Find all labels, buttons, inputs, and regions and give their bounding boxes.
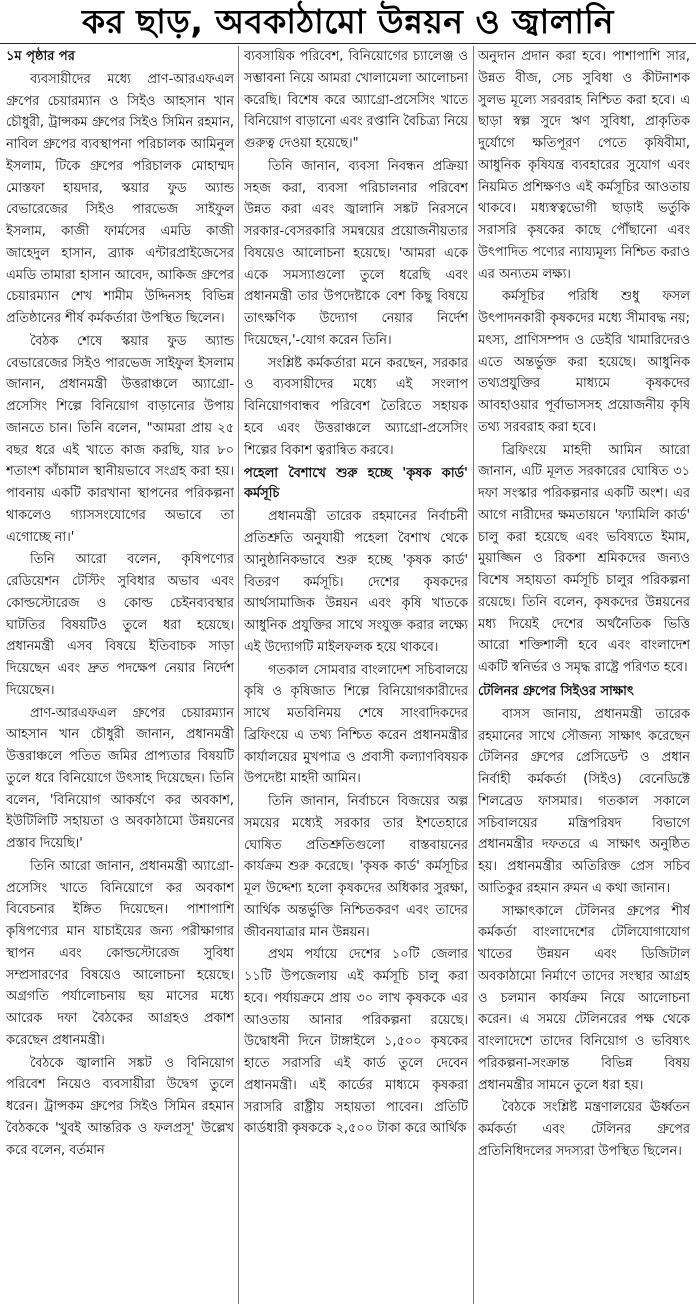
paragraph: বৈঠকে সংশ্লিষ্ট মন্ত্রণালয়ের ঊর্ধ্বতন কর্মকর্তা এবং টেলিনর গ্রুপের প্রতিনিধিদলের সদস্যরা উপস্থিত ছিলেন।	[478, 1100, 690, 1159]
column-divider	[473, 46, 474, 1304]
paragraph: প্রধানমন্ত্রী তারেক রহমানের নির্বাচনী প্রতিশ্রুতি অনুযায়ী পহেলা বৈশাখ থেকে আনুষ্ঠানিকভাবে শুরু হচ্ছে 'কৃষক কার্ড' বিতরণ কর্মসূচি। দেশের কৃষকদের আর্থসামাজিক উন্নয়ন এবং কৃষি খাতকে আধুনিক প্রযুক্তির সাথে সংযুক্ত করার লক্ষ্যে এই উদ্যোগটি মাইলফলক হয়ে থাকবে।	[244, 509, 468, 655]
jump-label: ১ম পৃষ্ঠার পর	[6, 49, 75, 64]
article-column-1	[6, 46, 234, 1304]
column-divider	[238, 46, 239, 1304]
headline: কর ছাড়, অবকাঠামো উন্নয়ন ও জ্বালানি	[81, 2, 615, 41]
paragraph: তিনি আরো বলেন, কৃষিপণ্যের রেডিয়েশন টেস্টিং সুবিধার অভাব এবং কোল্ডস্টোরেজ ও কোল্ড চেইনব্যবস্থার ঘাটতির বিষয়টিও তুলে ধরা হয়েছে। প্রধানমন্ত্রী এসব বিষয়ে ইতিবাচক সাড়া দিয়েছেন এবং দ্রুত পদক্ষেপ নেয়ার নির্দেশ দিয়েছেন।	[6, 552, 234, 698]
paragraph: বৈঠক শেষে স্কয়ার ফুড অ্যান্ড বেভারেজের সিইও পারভেজ সাইফুল ইসলাম জানান, প্রধানমন্ত্রী উত্তরাঞ্চলে অ্যাগ্রো-প্রসেসিং শিল্পে বিনিয়োগ বাড়ানোর উপায় জানতে চান। তিনি বলেন, "আমরা প্রায় ২৫ বছর ধরে এই খাতে কাজ করছি, যার ৮০ শতাংশ কাঁচামাল স্থানীয়ভাবে সংগ্রহ করা হয়। পাবনায় একটি কারখানা স্থাপনের পরিকল্পনা থাকলেও গ্যাসসংযোগের অভাবে তা এগোচ্ছে না।'	[6, 333, 234, 545]
paragraph: সাক্ষাৎকালে টেলিনর গ্রুপের শীর্ষ কর্মকর্তা বাংলাদেশের টেলিযোগাযোগ খাতের উন্নয়ন এবং ডিজিটাল অবকাঠামো নির্মাণে তাদের সংস্থার আগ্রহ ও চলমান কার্যক্রম নিয়ে আলোচনা করেন। এ সময়ে টেলিনরের পক্ষ থেকে বাংলাদেশে তাদের বিনিয়োগ ও ভবিষ্যৎ পরিকল্পনা-সংক্রান্ত বিভিন্ন বিষয় প্রধানমন্ত্রীর সামনে তুলে ধরা হয়।	[478, 903, 690, 1093]
paragraph: ব্রিফিংয়ে মাহদী আমিন আরো জানান, এটি মূলত সরকারের ঘোষিত ৩১ দফা সংস্কার পরিকল্পনার একটি অংশ। এর আগে নারীদের ক্ষমতায়নে 'ফ্যামিলি কার্ড' চালু করা হয়েছে এবং ভবিষ্যতে ইমাম, মুয়াজ্জিন ও রিকশা শ্রমিকদের জন্যও বিশেষ সহায়তা কর্মসূচি চালুর পরিকল্পনা রয়েছে। তিনি বলেন, কৃষকদের উন্নয়নের মধ্য দিয়েই দেশের অর্থনৈতিক ভিত্তি আরো শক্তিশালী হবে এবং বাংলাদেশ একটি স্বনির্ভর ও সমৃদ্ধ রাষ্ট্রে পরিণত হবে।	[478, 442, 690, 675]
headline-rule	[0, 43, 696, 44]
paragraph: তিনি আরো জানান, প্রধানমন্ত্রী অ্যাগ্রো-প্রসেসিং খাতে বিনিয়োগে কর অবকাশ বিবেচনার ইঙ্গিত দিয়েছেন। পাশাপাশি কৃষিপণ্যের মান যাচাইয়ের জন্য পরীক্ষাগার স্থাপন এবং কোল্ডস্টোরেজ সুবিধা সম্প্রসারণের বিষয়েও আলোচনা হয়েছে। অগ্রগতি পর্যালোচনায় ছয় মাসের মধ্যে আরেক দফা বৈঠকের আগ্রহও প্রকাশ করেছেন প্রধানমন্ত্রী।	[6, 858, 234, 1048]
paragraph: বাসস জানায়, প্রধানমন্ত্রী তারেক রহমানের সাথে সৌজন্য সাক্ষাৎ করেছেন টেলিনর গ্রুপের প্রেসিডেন্ট ও প্রধান নির্বাহী কর্মকর্তা (সিইও) বেনেডিক্টে শিলব্রেড ফাসমার। গতকাল সকালে সচিবালয়ের মন্ত্রিপরিষদ বিভাগে প্রধানমন্ত্রীর দফতরে এ সাক্ষাৎ অনুষ্ঠিত হয়। প্রধানমন্ত্রীর অতিরিক্ত প্রেস সচিব আতিকুর রহমান রুমন এ কথা জানান।	[478, 706, 690, 896]
paragraph: গতকাল সোমবার বাংলাদেশ সচিবালয়ে কৃষি ও কৃষিজাত শিল্পে বিনিয়োগকারীদের সাথে মতবিনিময় শেষে সাংবাদিকদের ব্রিফিংয়ে এ তথ্য নিশ্চিত করেন প্রধানমন্ত্রীর কার্যালয়ের মুখপাত্র ও প্রবাসী কল্যাণবিষয়ক উপদেষ্টা মাহদী আমিন।	[244, 662, 468, 787]
article-column-2	[244, 46, 468, 1304]
paragraph: ব্যবসায়িক পরিবেশ, বিনিয়োগের চ্যালেঞ্জ ও সম্ভাবনা নিয়ে আমরা খোলামেলা আলোচনা করেছি। বিশেষ করে অ্যাগ্রো-প্রসেসিং খাতে বিনিয়োগ বাড়ানো এবং রপ্তানি বৈচিত্র্য নিয়ে গুরুত্ব দেওয়া হয়েছে।"	[244, 49, 468, 151]
article-column-3	[478, 46, 690, 1304]
paragraph: প্রথম পর্যায়ে দেশের ১০টি জেলার ১১টি উপজেলায় এই কর্মসূচি চালু করা হবে। পর্যায়ক্রমে প্রায় ৩০ লাখ কৃষককে এর আওতায় আনার পরিকল্পনা রয়েছে। উদ্বোধনী দিনে টাঙ্গাইলে ১,৫০০ কৃষকের হাতে সরাসরি এই কার্ড তুলে দেবেন প্রধানমন্ত্রী। এই কার্ডের মাধ্যমে কৃষকরা সরাসরি রাষ্ট্রীয় সহায়তা পাবেন। প্রতিটি কার্ডধারী কৃষককে ২,৫০০ টাকা করে আর্থিক	[244, 947, 468, 1137]
paragraph: অনুদান প্রদান করা হবে। পাশাপাশি সার, উন্নত বীজ, সেচ সুবিধা ও কীটনাশক সুলভ মূল্যে সরবরাহ নিশ্চিত করা হবে। এ ছাড়া স্বল্প সুদে ঋণ সুবিধা, প্রাকৃতিক দুর্যোগে ক্ষতিপূরণ পেতে কৃষিবীমা, আধুনিক কৃষিযন্ত্র ব্যবহারের সুযোগ এবং নিয়মিত প্রশিক্ষণও এই কর্মসূচির আওতায় থাকবে। মধ্যস্বত্বভোগী ছাড়াই ভর্তুকি সরাসরি কৃষকের কাছে পৌঁছানো এবং উৎপাদিত পণ্যের ন্যায্যমূল্য নিশ্চিত করাও এর অন্যতম লক্ষ্য।	[478, 49, 690, 282]
paragraph: বৈঠকে জ্বালানি সঙ্কট ও বিনিয়োগ পরিবেশ নিয়েও ব্যবসায়ীরা উদ্বেগ তুলে ধরেন। ট্রান্সকম গ্রুপের সিইও সিমিন রহমান বৈঠককে 'খুবই আন্তরিক ও ফলপ্রসূ' উল্লেখ করে বলেন, বর্তমান	[6, 1055, 234, 1158]
paragraph: কর্মসূচির পরিধি শুধু ফসল উৎপাদনকারী কৃষকদের মধ্যে সীমাবদ্ধ নয়; মৎস্য, প্রাণিসম্পদ ও ডেইরি খামারিদেরও এতে অন্তর্ভুক্ত করা হয়েছে। আধুনিক তথ্যপ্রযুক্তির মাধ্যমে কৃষকদের আবহাওয়ার পূর্বাভাসসহ প্রয়োজনীয় কৃষি তথ্য সরবরাহ করা হবে।	[478, 289, 690, 435]
subheading-telenor: টেলিনর গ্রুপের সিইওর সাক্ষাৎ	[478, 683, 634, 699]
paragraph: সংশ্লিষ্ট কর্মকর্তারা মনে করছেন, সরকার ও ব্যবসায়ীদের মধ্যে এই সংলাপ বিনিয়োগবান্ধব পরিবেশ তৈরিতে সহায়ক হবে এবং উত্তরাঞ্চলে অ্যাগ্রো-প্রসেসিং শিল্পের বিকাশ ত্বরান্বিত করবে।	[244, 355, 468, 458]
paragraph: তিনি জানান, নির্বাচনে বিজয়ের অল্প সময়ের মধ্যেই সরকার তার ইশতেহারে ঘোষিত প্রতিশ্রুতিগুলো বাস্তবায়নের কার্যক্রম শুরু করেছে। 'কৃষক কার্ড' কর্মসূচির মূল উদ্দেশ্য হলো কৃষকদের অধিকার সুরক্ষা, আর্থিক অন্তর্ভুক্তি নিশ্চিতকরণ এবং তাদের জীবনযাত্রার মান উন্নয়ন।	[244, 794, 468, 940]
paragraph: প্রাণ-আরএফএল গ্রুপের চেয়ারম্যান আহসান খান চৌধুরী জানান, প্রধানমন্ত্রী উত্তরাঞ্চলে পতিত জমির প্রাপ্যতার বিষয়টি তুলে ধরে বিনিয়োগে উৎসাহ দিয়েছেন। তিনি বলেন, 'বিনিয়োগ আকর্ষণে কর অবকাশ, ইউটিলিটি সহায়তা ও অবকাঠামো উন্নয়নের প্রস্তাব দিয়েছি।'	[6, 705, 234, 851]
paragraph: তিনি জানান, ব্যবসা নিবন্ধন প্রক্রিয়া সহজ করা, ব্যবসা পরিচালনার পরিবেশ উন্নত করা এবং জ্বালানি সঙ্কট নিরসনে সরকার-বেসরকারি সমন্বয়ের প্রয়োজনীয়তার বিষয়েও আলোচনা হয়েছে। 'আমরা একে একে সমস্যাগুলো তুলে ধরেছি এবং প্রধানমন্ত্রী তার উপদেষ্টাকে বেশ কিছু বিষয়ে তাৎক্ষণিক উদ্যোগ নেয়ার নির্দেশ দিয়েছেন,'-যোগ করেন তিনি।	[244, 158, 468, 348]
paragraph: ব্যবসায়ীদের মধ্যে প্রাণ-আরএফএল গ্রুপের চেয়ারম্যান ও সিইও আহসান খান চৌধুরী, ট্রান্সকম গ্রুপের সিইও সিমিন রহমান, নাবিল গ্রুপের ব্যবস্থাপনা পরিচালক আমিনুল ইসলাম, টিকে গ্রুপের পরিচালক মোহাম্মদ মোস্তফা হায়দার, স্কয়ার ফুড অ্যান্ড বেভারেজের সিইও পারভেজ সাইফুল ইসলাম, কাজী ফার্মসের এমডি কাজী জাহেদুল হাসান, ব্র্যাক এন্টারপ্রাইজেসের এমডি তামারা হাসান আবেদ, আকিজ গ্রুপের চেয়ারম্যান শেখ শামীম উদ্দিনসহ বিভিন্ন প্রতিষ্ঠানের শীর্ষ কর্মকর্তারা উপস্থিত ছিলেন।	[6, 71, 234, 326]
subheading-krishok-card: পহেলা বৈশাখে শুরু হচ্ছে 'কৃষক কার্ড' কর্মসূচি	[244, 466, 468, 502]
